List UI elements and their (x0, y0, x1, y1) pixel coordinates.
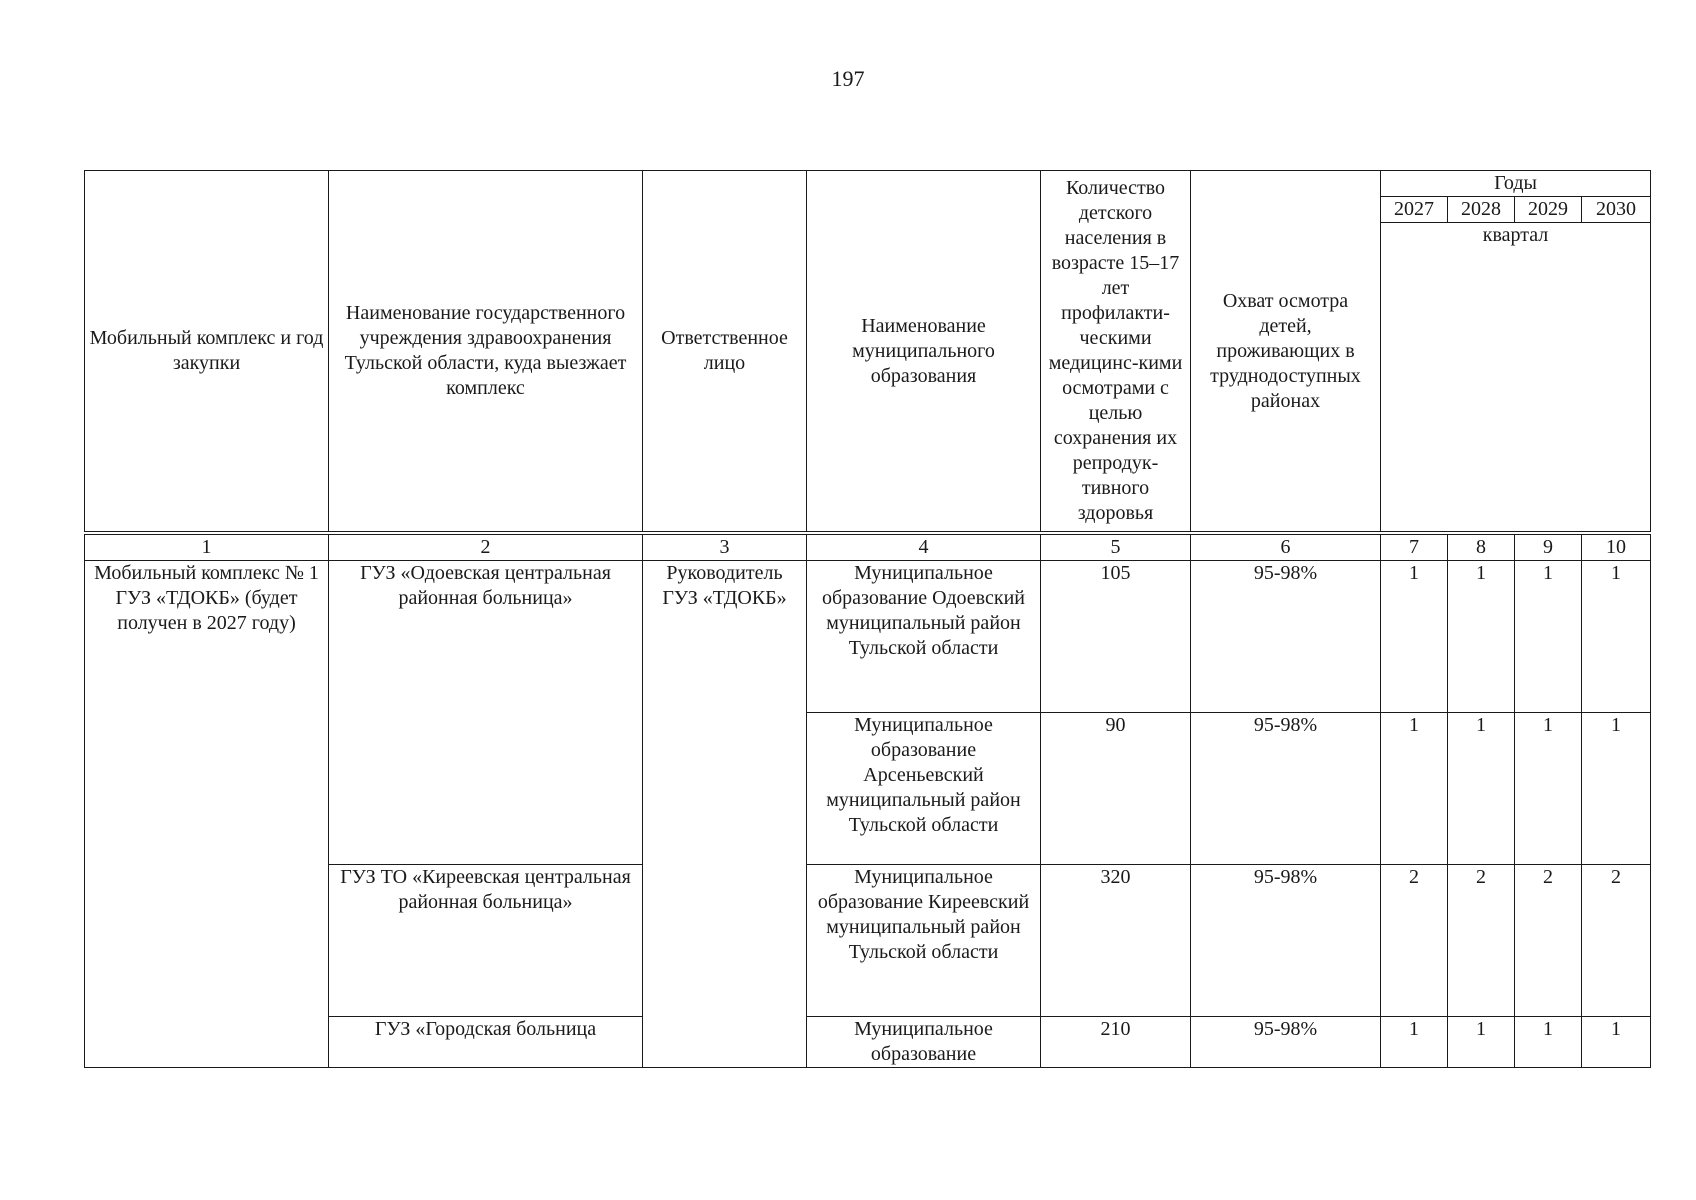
quarter-cell: 1 (1448, 713, 1515, 865)
header-municipality: Наименование муниципального образования (807, 171, 1041, 532)
institution-cell: ГУЗ ТО «Киреевская центральная районная больница» (329, 865, 643, 1017)
municipality-cell: Муниципальное образование Киреевский муниципальный район Тульской области (807, 865, 1041, 1017)
quarter-cell: 1 (1515, 713, 1582, 865)
children-count-cell: 90 (1041, 713, 1191, 865)
column-number: 4 (807, 535, 1041, 561)
column-number: 3 (643, 535, 807, 561)
children-count-cell: 320 (1041, 865, 1191, 1017)
quarter-cell: 2 (1515, 865, 1582, 1017)
header-institution: Наименование государственного учреждения здравоохранения Тульской области, куда выезжает комплекс (329, 171, 643, 532)
header-years: Годы (1381, 171, 1651, 197)
municipality-cell: Муниципальное образование Одоевский муниципальный район Тульской области (807, 561, 1041, 713)
institution-cell: ГУЗ «Одоевская центральная районная больница» (329, 561, 643, 865)
header-year: 2027 (1381, 197, 1448, 223)
children-count-cell: 105 (1041, 561, 1191, 713)
header-year: 2029 (1515, 197, 1582, 223)
column-number: 5 (1041, 535, 1191, 561)
column-number: 10 (1582, 535, 1651, 561)
quarter-cell: 1 (1515, 1017, 1582, 1068)
column-number: 1 (85, 535, 329, 561)
header-quarter: квартал (1381, 223, 1651, 532)
column-number: 8 (1448, 535, 1515, 561)
column-number: 7 (1381, 535, 1448, 561)
column-number: 2 (329, 535, 643, 561)
coverage-cell: 95-98% (1191, 1017, 1381, 1068)
coverage-cell: 95-98% (1191, 561, 1381, 713)
children-count-cell: 210 (1041, 1017, 1191, 1068)
column-number: 6 (1191, 535, 1381, 561)
schedule-table (84, 170, 1651, 1068)
quarter-cell: 2 (1448, 865, 1515, 1017)
column-number: 9 (1515, 535, 1582, 561)
coverage-cell: 95-98% (1191, 713, 1381, 865)
complex-cell: Мобильный комплекс № 1 ГУЗ «ТДОКБ» (будет получен в 2027 году) (85, 561, 329, 1068)
quarter-cell: 1 (1582, 561, 1651, 713)
quarter-cell: 2 (1381, 865, 1448, 1017)
header-year: 2030 (1582, 197, 1651, 223)
responsible-cell: Руководитель ГУЗ «ТДОКБ» (643, 561, 807, 1068)
coverage-cell: 95-98% (1191, 865, 1381, 1017)
quarter-cell: 1 (1448, 1017, 1515, 1068)
header-coverage: Охват осмотра детей, проживающих в труднодоступных районах (1191, 171, 1381, 532)
header-complex: Мобильный комплекс и год закупки (85, 171, 329, 532)
header-responsible: Ответственное лицо (643, 171, 807, 532)
quarter-cell: 1 (1448, 561, 1515, 713)
header-year: 2028 (1448, 197, 1515, 223)
municipality-cell: Муниципальное образование (807, 1017, 1041, 1068)
quarter-cell: 1 (1515, 561, 1582, 713)
table-row (85, 561, 1651, 713)
header-children-count: Количество детского населения в возрасте 15–17 лет профилакти-ческими медицинс-кими осмотрами с целью сохранения их репродук-тивного здоровья (1041, 171, 1191, 532)
quarter-cell: 1 (1381, 1017, 1448, 1068)
institution-cell: ГУЗ «Городская больница (329, 1017, 643, 1068)
municipality-cell: Муниципальное образование Арсеньевский муниципальный район Тульской области (807, 713, 1041, 865)
column-numbers-row (85, 535, 1651, 561)
quarter-cell: 2 (1582, 865, 1651, 1017)
quarter-cell: 1 (1582, 1017, 1651, 1068)
quarter-cell: 1 (1582, 713, 1651, 865)
page-number: 197 (831, 66, 865, 91)
quarter-cell: 1 (1381, 713, 1448, 865)
header-row (85, 171, 1651, 197)
quarter-cell: 1 (1381, 561, 1448, 713)
